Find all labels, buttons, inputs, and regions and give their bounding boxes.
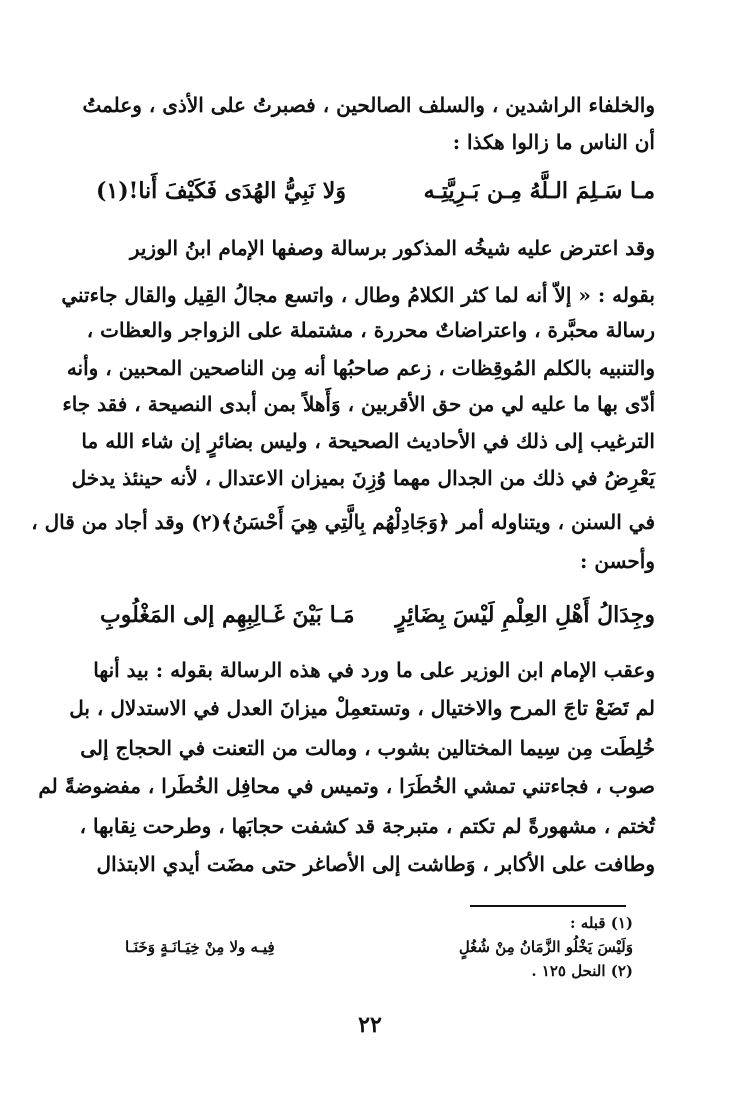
text-line: تُختم ، مشهورةً لم تكتم ، متبرجة قد كشفت حجابَها ، وطرحت نِقابها ،	[79, 814, 655, 838]
footnote-separator	[470, 905, 626, 907]
text-line: بقوله : « إلاّ أنه لما كثر الكلامُ وطال ، واتسع مجالُ القِيل والقال جاءتني	[61, 283, 655, 307]
text-line: وطافت على الأكابر ، وَطاشت إلى الأصاغر حتى مضَت أيدي الابتذال	[96, 852, 655, 876]
text-line: وأحسن :	[580, 549, 655, 573]
text-line: والخلفاء الراشدين ، والسلف الصالحين ، فصبرتُ على الأذى ، وعلمتُ	[82, 93, 655, 117]
text-line: أن الناس ما زالوا هكذا :	[452, 130, 655, 154]
page-number: ٢٢	[358, 1012, 382, 1038]
text-line: صوب ، فجاءتني تمشي الخُطَرَا ، وتميس في محافِل الخُطَرا ، مفضوضةً لم	[38, 774, 655, 798]
footnote-2: (٢) النحل ١٢٥ .	[531, 962, 633, 980]
text-line: يَعْرِضُ في ذلك من الجدال مهما وُزِنَ بميزان الاعتدال ، لأنه حينئذ يدخل	[71, 466, 655, 490]
verse-hemistich-left: وَلا نَبِيُّ الهُدَى فَكَيْفَ أَنا!(١)	[96, 178, 346, 204]
footnote-1-label: (١) قبله :	[570, 914, 633, 932]
verse-hemistich-right: وجِدَالُ أَهْلِ العِلْمِ لَيْسَ بِضَائِرٍ	[395, 602, 655, 628]
verse-hemistich-left: مَـا بَيْنَ غَـالِبِهِم إلى المَغْلُوبِ	[100, 602, 355, 628]
text-line: والتنبيه بالكلم المُوقِظات ، زعم صاحبُها أنه مِن الناصحين المحبين ، وأنه	[66, 356, 655, 380]
text-line: خُلِطَت مِن سِيما المختالين بشوب ، ومالت من التعنت في الحجاج إلى	[80, 736, 655, 760]
footnote-1-verse-right: وَلَيْسَ يَخْلُو الزَّمَانُ مِنْ شُغُلٍ	[458, 938, 633, 956]
text-line: وعقب الإمام ابن الوزير على ما ورد في هذه الرسالة بقوله : بيد أنها	[93, 658, 655, 682]
text-line: وقد اعترض عليه شيخُه المذكور برسالة وصفها الإمام ابنُ الوزير	[129, 236, 655, 260]
text-line: في السنن ، ويتناوله أمر ﴿وَجَادِلْهُم بِالَّتِي هِيَ أَحْسَنُ﴾(٢) وقد أجاد من قال ،	[31, 510, 655, 534]
text-line: أدّى بها ما عليه لي من حق الأقربين ، وَأَهلاً بمن أبدى النصيحة ، فقد جاء	[62, 392, 655, 416]
footnote-1-verse-left: فِيـه ولا مِنْ خِيَـانَـةٍ وَخَنَـا	[125, 938, 275, 956]
text-line: رسالة محبَّرة ، واعتراضاتٌ محررة ، مشتملة على الزواجر والعظات ،	[86, 318, 655, 342]
text-line: الترغيب إلى ذلك في الأحاديث الصحيحة ، وليس بضائرٍ إن شاء الله ما	[81, 429, 655, 453]
verse-hemistich-right: مـا سَـلِمَ الـلَّهُ مِـن بَـرِيَّتِـه	[423, 178, 655, 204]
text-line: لم تَضَعْ تاجَ المرح والاختيال ، وتستعمِلْ ميزانَ العدل في الاستدلال ، بل	[69, 696, 655, 720]
